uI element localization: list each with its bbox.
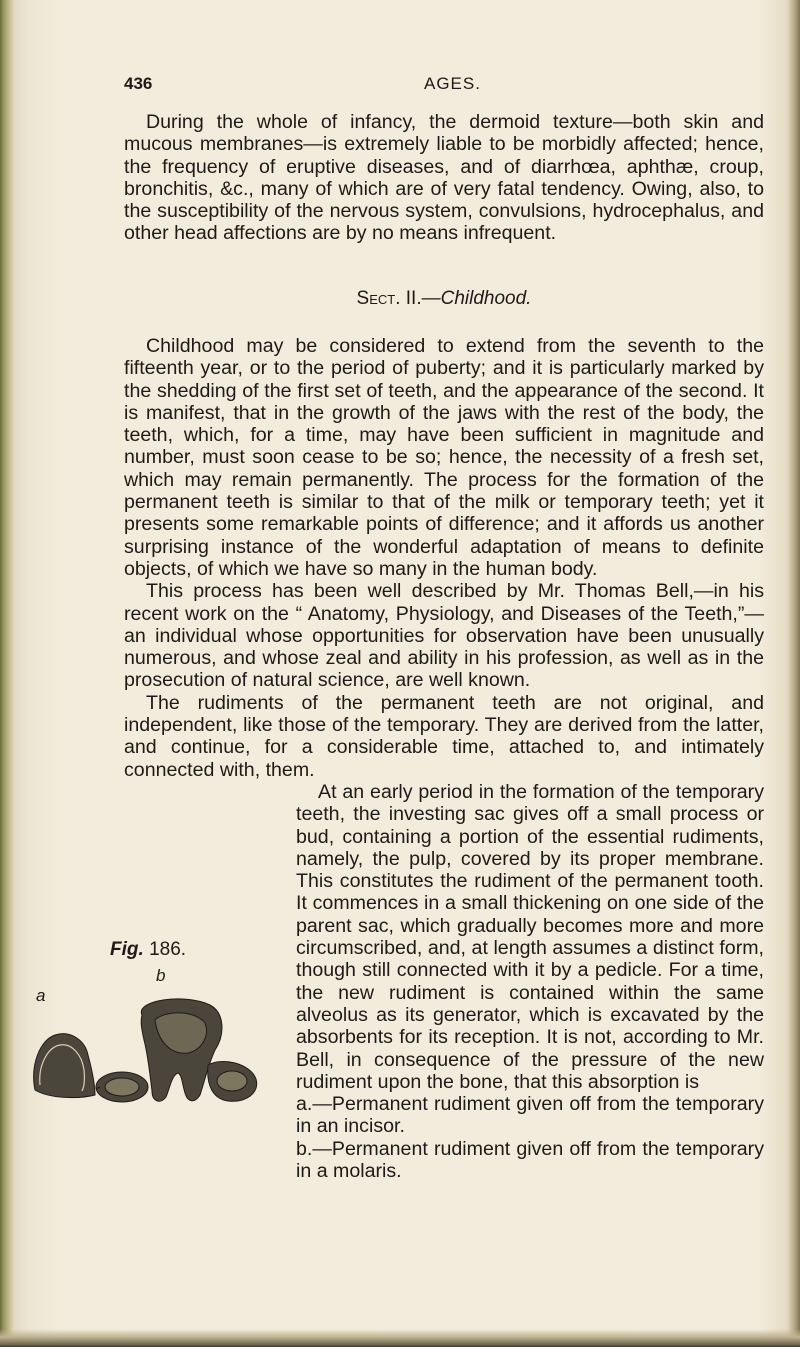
- section-heading: [124, 288, 764, 310]
- figure-letter-b: b: [156, 966, 166, 985]
- page-right-edge: [788, 0, 800, 1347]
- paragraph-infancy: [124, 111, 764, 245]
- section-title: Childhood.: [440, 288, 532, 309]
- page-bottom-edge: [0, 1307, 800, 1347]
- caption-a: a.—Permanent rudiment given off from the temporary in an incisor.: [296, 1093, 764, 1138]
- figure-label: [88, 939, 186, 961]
- figure-letter-a: a: [36, 986, 46, 1005]
- body-text: [124, 335, 764, 781]
- caption-b: b.—Permanent rudiment given off from the temporary in a molaris.: [296, 1137, 764, 1183]
- page-number: 436: [124, 74, 153, 93]
- paragraph-3: This process has been well described by Mr. Thomas Bell,—in his recent work on the “ Anatomy, Physiology, and Diseases of the Teeth,”—an individual whose opportunities for observation have been unusually numerous, and whose zeal and ability in his profession, as well as in the prosecution of natural science, are well known.: [124, 580, 764, 692]
- paragraph-5: [36, 781, 764, 1093]
- figure-number: 186.: [149, 939, 187, 960]
- running-head: AGES.: [424, 74, 481, 93]
- incisor-drawing: [34, 1034, 148, 1102]
- paragraph-4: The rudiments of the permanent teeth are not original, and independent, like those of the temporary. They are derived from the latter, and continue, for a considerable time, attached to, and intimately connected with, them.: [124, 691, 764, 781]
- paragraph-5-text: At an early period in the formation of the temporary teeth, the investing sac gives off a small process or bud, containing a portion of the essential rudiments, namely, the pulp, covered by its proper membrane. This constitutes the rudiment of the permanent tooth. It commences in a small thickening on one side of the parent sac, which gradually becomes more and more circumscribed, and, at length assumes a distinct form, though still connected with it by a pedicle. For a time, the new rudiment is contained within the same alveolus as its generator, which is excavated by the absorbents for its reception. It is not, according to Mr. Bell, in consequence of the pressure of the new rudiment upon the bone, that this absorption is: [296, 781, 764, 1093]
- paragraph-2: Childhood may be considered to extend from the seventh to the fifteenth year, or to the period of puberty; and it is particularly marked by the shedding of the first set of teeth, and the appearance of the second. It is manifest, that in the growth of the jaws with the rest of the body, the teeth, which, for a time, may have been sufficient in magnitude and number, must soon cease to be so; hence, the necessity of a fresh set, which may remain permanently. The process for the formation of the permanent teeth is similar to that of the milk or temporary teeth; yet it presents some remarkable points of difference; and it affords us another surprising instance of the wonderful adaptation of means to definite objects, of which we have so many in the human body.: [124, 335, 764, 580]
- page-header: [124, 74, 764, 98]
- figure-word: Fig.: [110, 939, 144, 960]
- section-number: Sect. II.—: [356, 288, 441, 309]
- figure-186-block: [0, 935, 282, 1161]
- paragraph-1: During the whole of infancy, the dermoid texture—both skin and mucous membranes—is extremely liable to be morbidly affected; hence, the frequency of eruptive diseases, and of diarrhœa, aphthæ, croup, bronchitis, &c., many of which are of very fatal tendency. Owing, also, to the susceptibility of the nervous system, convulsions, hydrocephalus, and other head affections are by no means infrequent.: [124, 111, 764, 245]
- paragraph-5-block: [36, 781, 764, 1183]
- tooth-illustration: [10, 995, 280, 1110]
- molar-drawing: [141, 999, 257, 1101]
